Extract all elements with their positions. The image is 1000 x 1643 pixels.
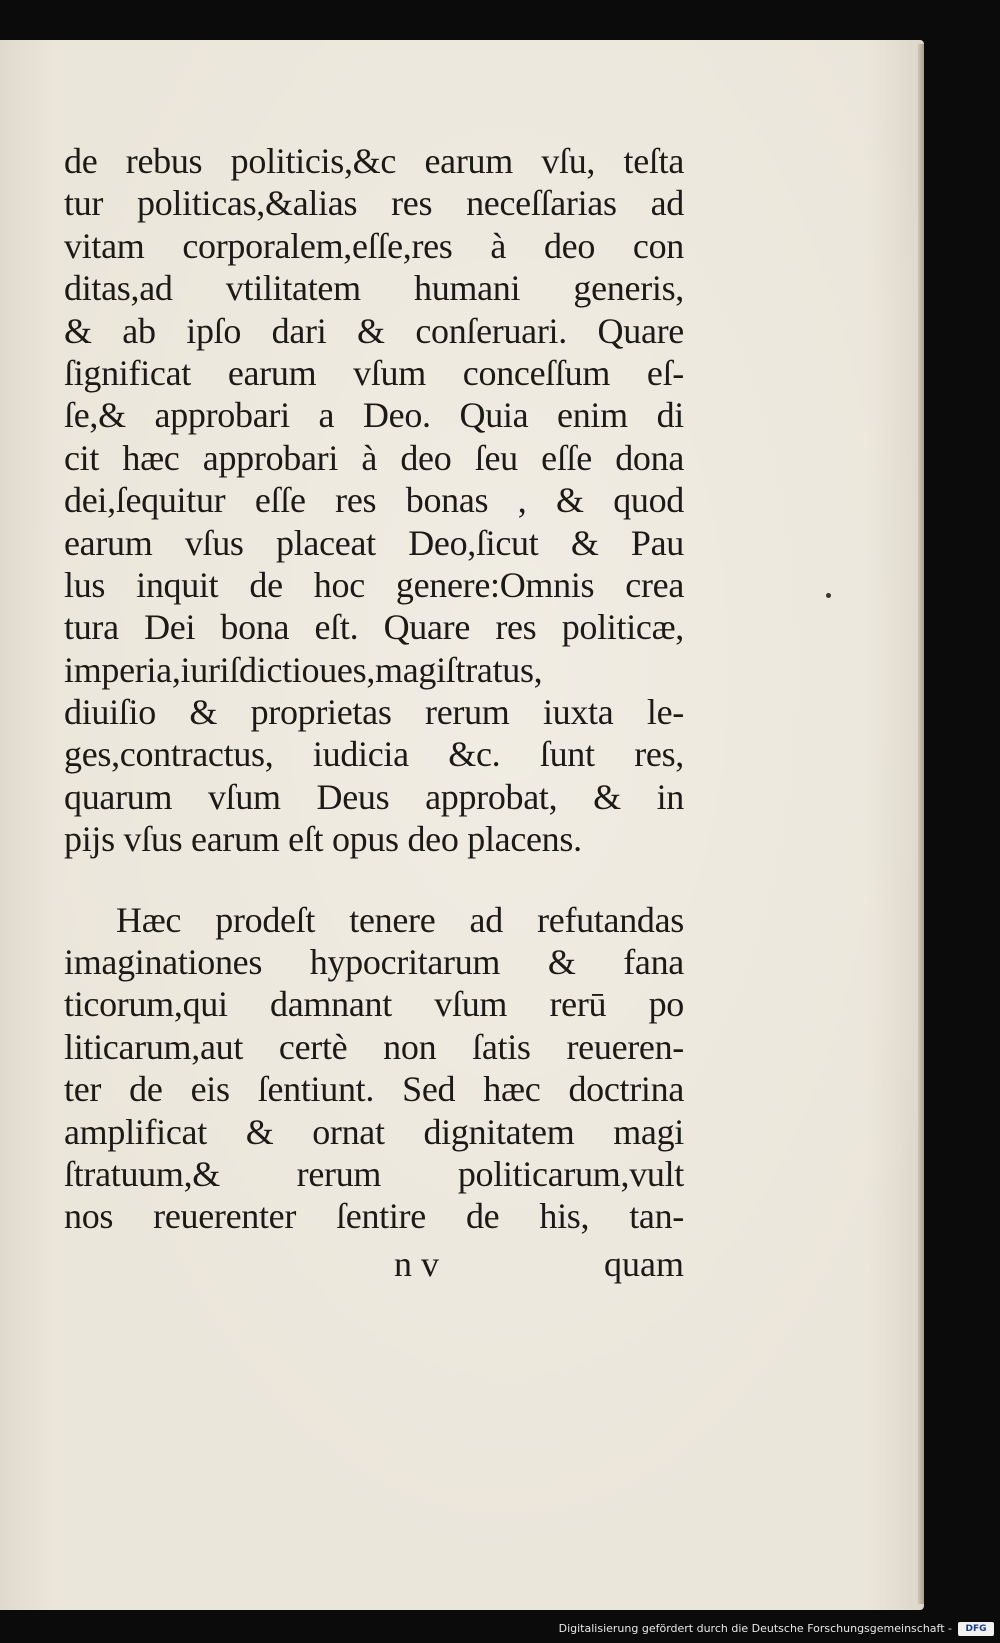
text-line: de rebus politicis,&c earum vſu, teſta xyxy=(64,141,684,181)
text-line: pijs vſus earum eſt opus deo placens. xyxy=(64,819,582,860)
text-line: ticorum,qui damnant vſum rerū po xyxy=(64,984,684,1025)
page-footer-line xyxy=(64,1243,684,1287)
text-line: diuiſio & proprietas rerum iuxta le- xyxy=(64,692,684,733)
text-line: ditas,ad vtilitatem humani generis, xyxy=(64,268,684,309)
text-line: cit hæc approbari à deo ſeu eſſe dona xyxy=(64,437,684,478)
text-line: & ab ipſo dari & conſeruari. Quare xyxy=(64,310,684,351)
text-line: imperia,iuriſdictioues,magiſtratus, xyxy=(64,649,543,690)
text-line: nos reuerenter ſentire de his, tan- xyxy=(64,1196,684,1237)
text-line: liticarum,aut certè non ſatis reueren- xyxy=(64,1026,684,1067)
text-line: imaginationes hypocritarum & fana xyxy=(64,942,684,983)
text-line: lus inquit de hoc genere:Omnis crea xyxy=(64,564,684,605)
text-line: dei,ſequitur eſſe res bonas , & quod xyxy=(64,480,684,521)
text-line: ſignificat earum vſum conceſſum eſ- xyxy=(64,352,684,393)
text-line: amplificat & ornat dignitatem magi xyxy=(64,1111,684,1152)
text-line: earum vſus placeat Deo,ſicut & Pau xyxy=(64,522,684,563)
text-line: ſe,& approbari a Deo. Quia enim di xyxy=(64,395,684,436)
text-line: ges,contractus, iudicia &c. ſunt res, xyxy=(64,734,684,775)
ink-speck xyxy=(826,593,831,598)
catchword: quam xyxy=(604,1244,684,1284)
page-edge xyxy=(918,44,924,1604)
text-line: ſtratuum,& rerum politicarum,vult xyxy=(64,1153,684,1194)
text-line: tura Dei bona eſt. Quare res politicæ, xyxy=(64,607,684,648)
text-line: tur politicas,&alias res neceſſarias ad xyxy=(64,183,684,224)
page-text xyxy=(64,140,684,1238)
text-line: ter de eis ſentiunt. Sed hæc doctrina xyxy=(64,1069,684,1110)
digitization-credit: Digitalisierung gefördert durch die Deutsche Forschungsgemeinschaft - xyxy=(558,1622,952,1635)
text-line: vitam corporalem,eſſe,res à deo con xyxy=(64,225,684,266)
signature-mark: n v xyxy=(394,1244,439,1284)
text-line: Hæc prodeſt tenere ad refutandas xyxy=(116,899,684,940)
paragraph-gap xyxy=(64,861,684,899)
text-line: quarum vſum Deus approbat, & in xyxy=(64,776,684,817)
dfg-logo: DFG xyxy=(958,1622,994,1636)
